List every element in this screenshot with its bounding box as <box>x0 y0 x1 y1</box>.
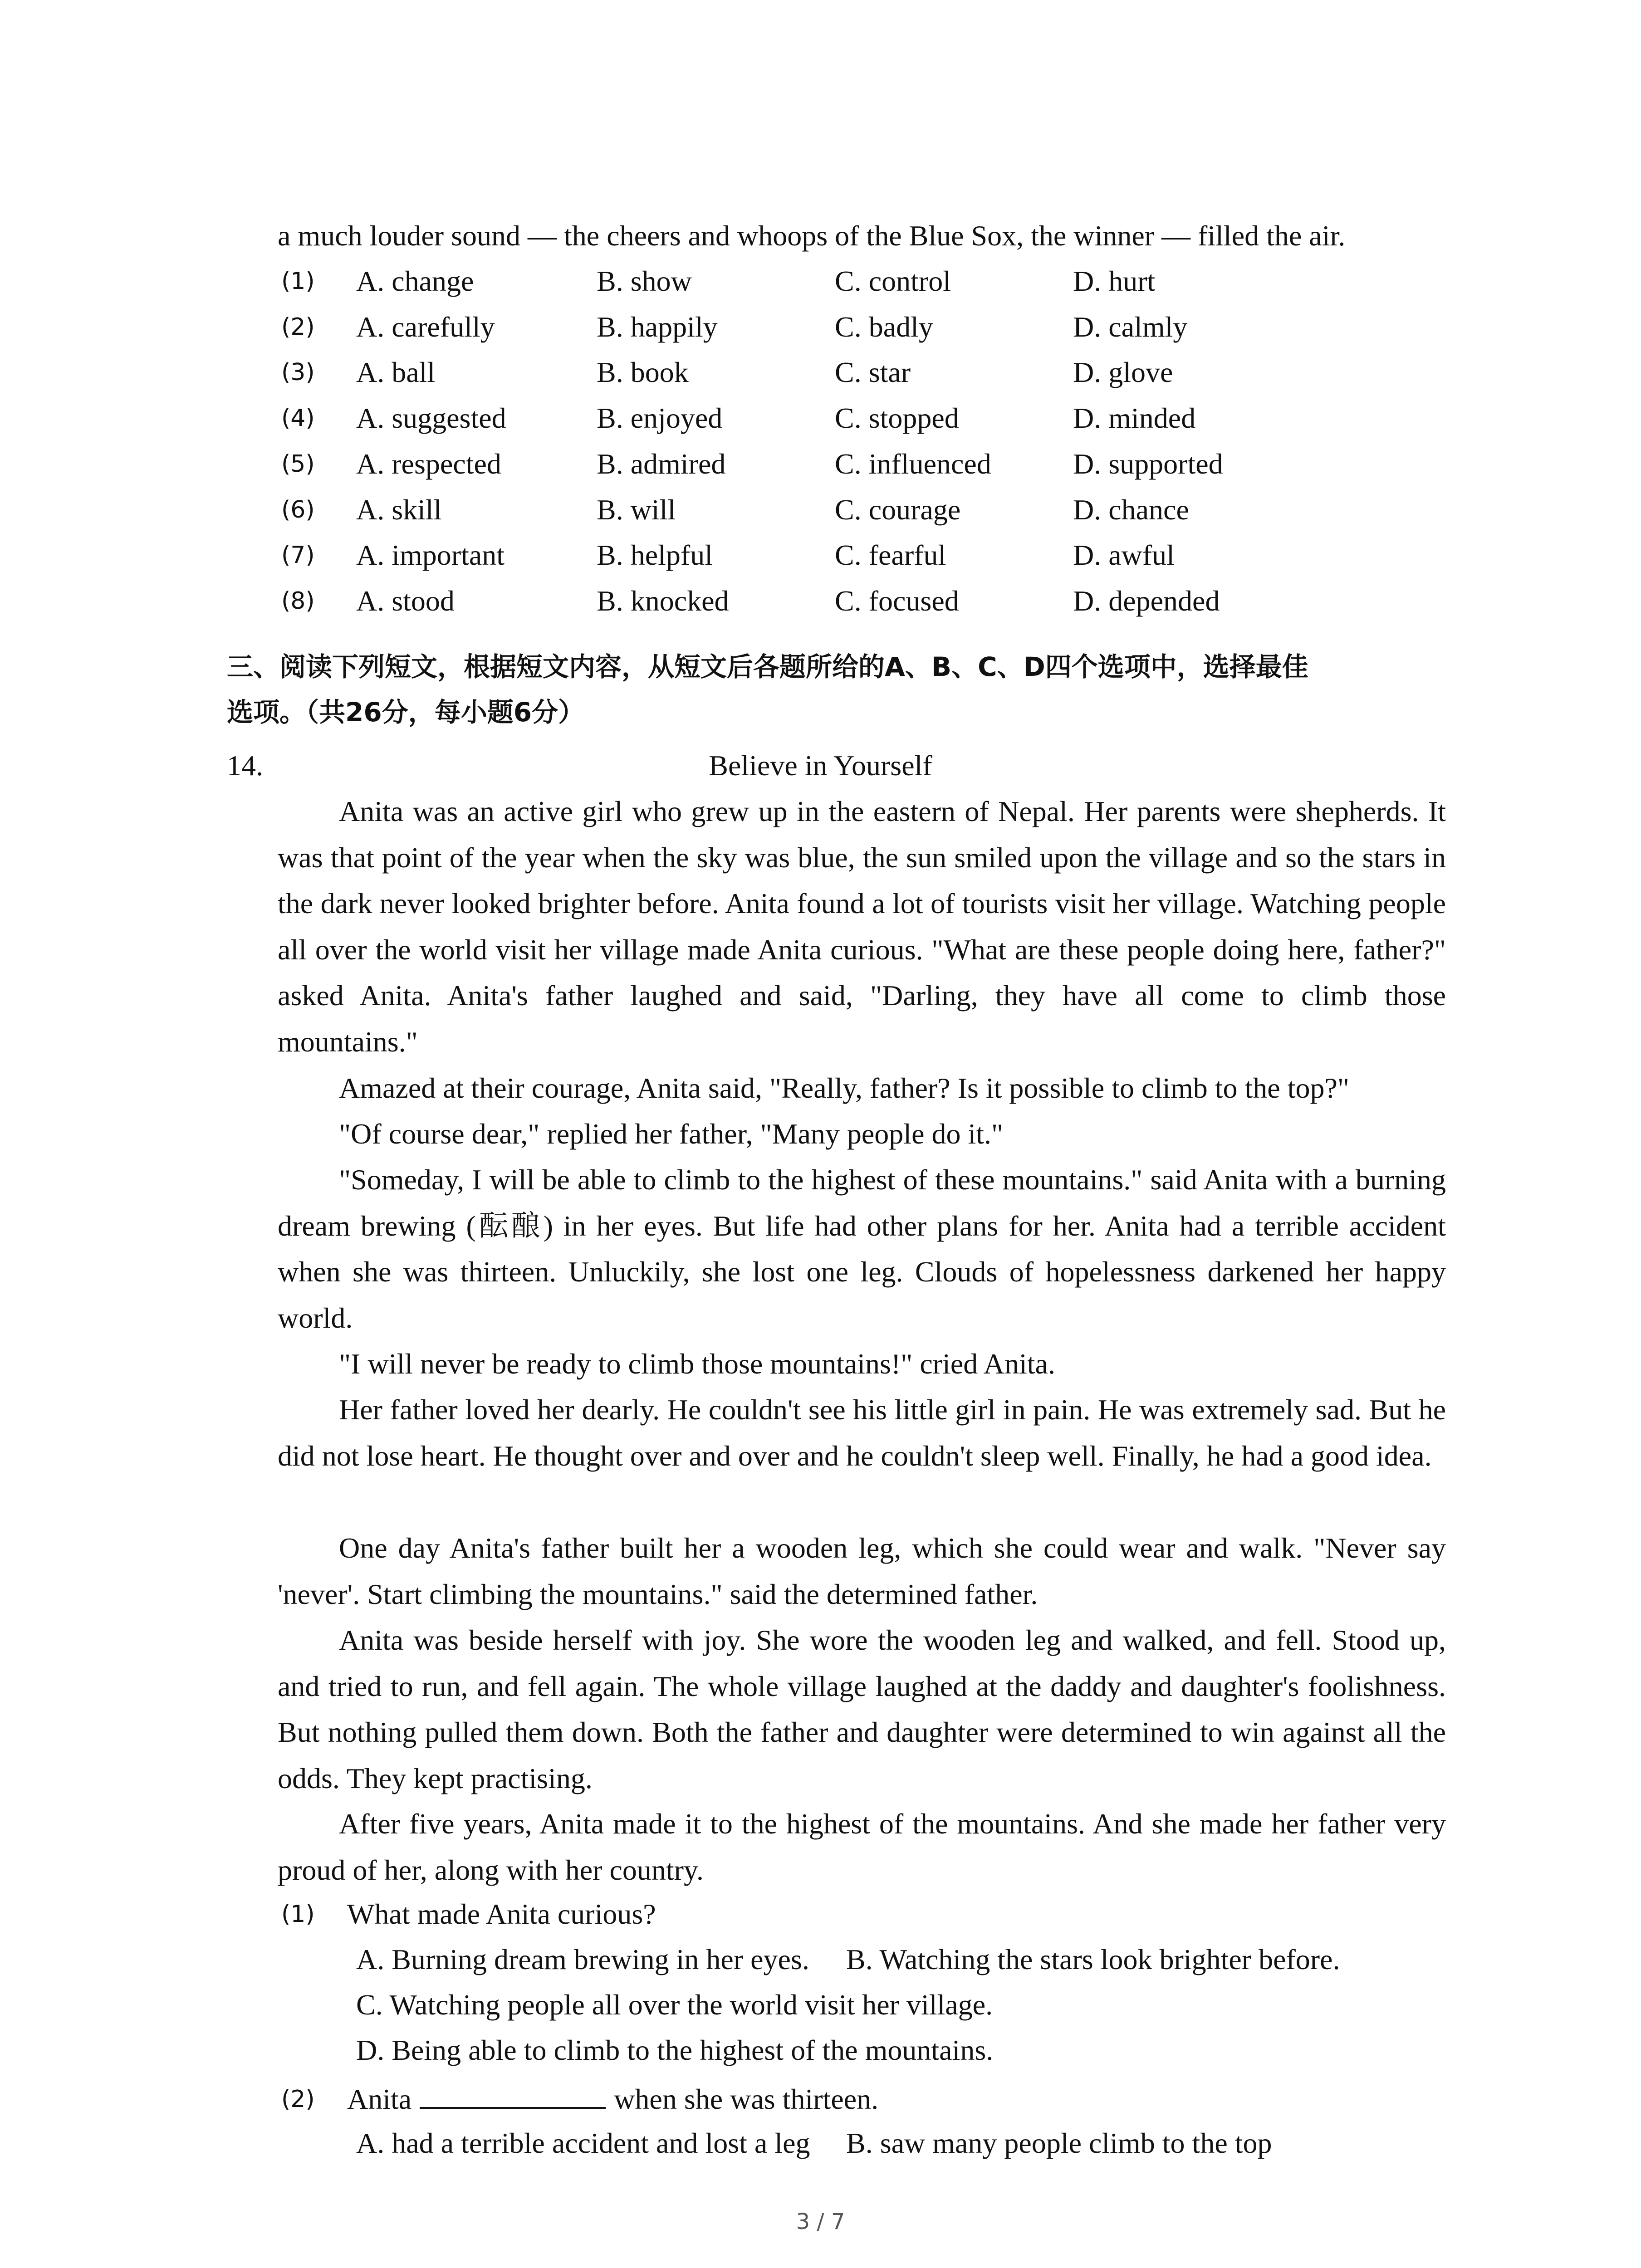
option-b: B. enjoyed <box>597 402 723 435</box>
paragraph-7: One day Anita's father built her a wooden leg, which she could wear and walk. "Never say 'never'. Start climbing the mountains." said the determined father. <box>278 1532 1446 1610</box>
option-c: C. stopped <box>835 402 959 435</box>
q2-option-a: A. had a terrible accident and lost a leg <box>356 2127 810 2159</box>
option-c: C. fearful <box>835 539 946 572</box>
option-d: D. minded <box>1073 402 1196 435</box>
option-b: B. show <box>597 265 692 297</box>
q2-number: (2) <box>281 2086 315 2113</box>
cloze-option-row <box>0 487 1641 533</box>
page-number: 3 / 7 <box>796 2209 845 2234</box>
option-row-number: (4) <box>281 405 315 432</box>
option-row-number: (8) <box>281 587 315 615</box>
q1-option-d: D. Being able to climb to the highest of the mountains. <box>356 2034 994 2066</box>
q1-number: (1) <box>281 1901 315 1928</box>
q2-option-b: B. saw many people climb to the top <box>846 2127 1272 2159</box>
option-b: B. knocked <box>597 584 729 617</box>
q1-option-a: A. Burning dream brewing in her eyes. <box>356 1943 809 1975</box>
cloze-option-row <box>0 533 1641 578</box>
option-d: D. awful <box>1073 539 1175 572</box>
cloze-option-row <box>0 304 1641 350</box>
paragraph-8: Anita was beside herself with joy. She wore the wooden leg and walked, and fell. Stood up, and tried to run, and fell again. The whole village laughed at the daddy and daughter's foolishness. But nothing pulled them down. Both the father and daughter were determined to win against all the odds. They kept practising. <box>278 1624 1446 1794</box>
section-heading-line1: 三、阅读下列短文，根据短文内容，从短文后各题所给的A、B、C、D四个选项中，选择最佳 <box>227 651 1308 682</box>
option-a: A. respected <box>356 447 501 480</box>
option-d: D. depended <box>1073 584 1220 617</box>
option-row-number: (1) <box>281 268 315 295</box>
option-a: A. skill <box>356 493 442 526</box>
paragraph-2: Amazed at their courage, Anita said, "Really, father? Is it possible to climb to the top?" <box>339 1072 1349 1104</box>
option-a: A. important <box>356 539 505 572</box>
option-b: B. admired <box>597 447 726 480</box>
option-b: B. happily <box>597 310 718 343</box>
cloze-option-row <box>0 259 1641 304</box>
option-b: B. helpful <box>597 539 713 572</box>
paragraph-4: "Someday, I will be able to climb to the highest of these mountains." said Anita with a burning dream brewing (酝酿) in her eyes. But life had other plans for her. Anita had a terrible accident when she was thirteen. Unluckily, she lost one leg. Clouds of hopelessness darkened her happy world. <box>278 1163 1446 1334</box>
q1-option-b: B. Watching the stars look brighter before. <box>846 1943 1340 1975</box>
option-row-number: (3) <box>281 359 315 386</box>
option-d: D. hurt <box>1073 265 1156 297</box>
option-row-number: (7) <box>281 542 315 569</box>
option-c: C. badly <box>835 310 933 343</box>
option-a: A. stood <box>356 584 455 617</box>
option-row-number: (6) <box>281 496 315 523</box>
q2-stem-before: Anita <box>347 2083 412 2115</box>
option-c: C. star <box>835 356 911 389</box>
option-b: B. book <box>597 356 689 389</box>
cloze-option-row <box>0 578 1641 624</box>
option-a: A. change <box>356 265 474 297</box>
option-c: C. focused <box>835 584 959 617</box>
option-a: A. ball <box>356 356 436 389</box>
cloze-passage-last-line: a much louder sound — the cheers and whoops of the Blue Sox, the winner — filled the air. <box>278 220 1346 252</box>
option-row-number: (2) <box>281 313 315 341</box>
cloze-option-row <box>0 350 1641 395</box>
q1-option-c: C. Watching people all over the world visit her village. <box>356 1989 993 2021</box>
option-d: D. chance <box>1073 493 1189 526</box>
option-d: D. supported <box>1073 447 1223 480</box>
option-a: A. carefully <box>356 310 495 343</box>
section-heading-line2: 选项。（共26分，每小题6分） <box>227 697 585 728</box>
option-d: D. glove <box>1073 356 1173 389</box>
answer-blank <box>420 2080 606 2109</box>
option-d: D. calmly <box>1073 310 1188 343</box>
cloze-option-row <box>0 441 1641 487</box>
paragraph-5: "I will never be ready to climb those mountains!" cried Anita. <box>339 1348 1055 1380</box>
option-row-number: (5) <box>281 450 315 478</box>
q1-stem: What made Anita curious? <box>347 1898 656 1930</box>
q2-stem-after: when she was thirteen. <box>614 2083 879 2115</box>
option-c: C. influenced <box>835 447 991 480</box>
option-c: C. control <box>835 265 951 297</box>
option-c: C. courage <box>835 493 961 526</box>
option-b: B. will <box>597 493 676 526</box>
paragraph-6: Her father loved her dearly. He couldn't see his little girl in pain. He was extremely sad. But he did not lose heart. He thought over and over and he couldn't sleep well. Finally, he had a good idea. <box>278 1393 1446 1472</box>
question-number: 14. <box>227 749 263 782</box>
paragraph-1: Anita was an active girl who grew up in the eastern of Nepal. Her parents were shepherds. It was that point of the year when the sky was blue, the sun smiled upon the village and so the stars in the dark never looked brighter before. Anita found a lot of tourists visit her village. Watching people all over the world visit her village made Anita curious. "What are these people doing here, father?" asked Anita. Anita's father laughed and said, "Darling, they have all come to climb those mountains." <box>278 795 1446 1058</box>
q2-stem <box>347 2077 878 2122</box>
cloze-option-row <box>0 396 1641 441</box>
passage-title: Believe in Yourself <box>709 749 932 782</box>
paragraph-9: After five years, Anita made it to the highest of the mountains. And she made her father very proud of her, along with her country. <box>278 1808 1446 1886</box>
paragraph-3: "Of course dear," replied her father, "Many people do it." <box>339 1118 1004 1150</box>
option-a: A. suggested <box>356 402 506 435</box>
